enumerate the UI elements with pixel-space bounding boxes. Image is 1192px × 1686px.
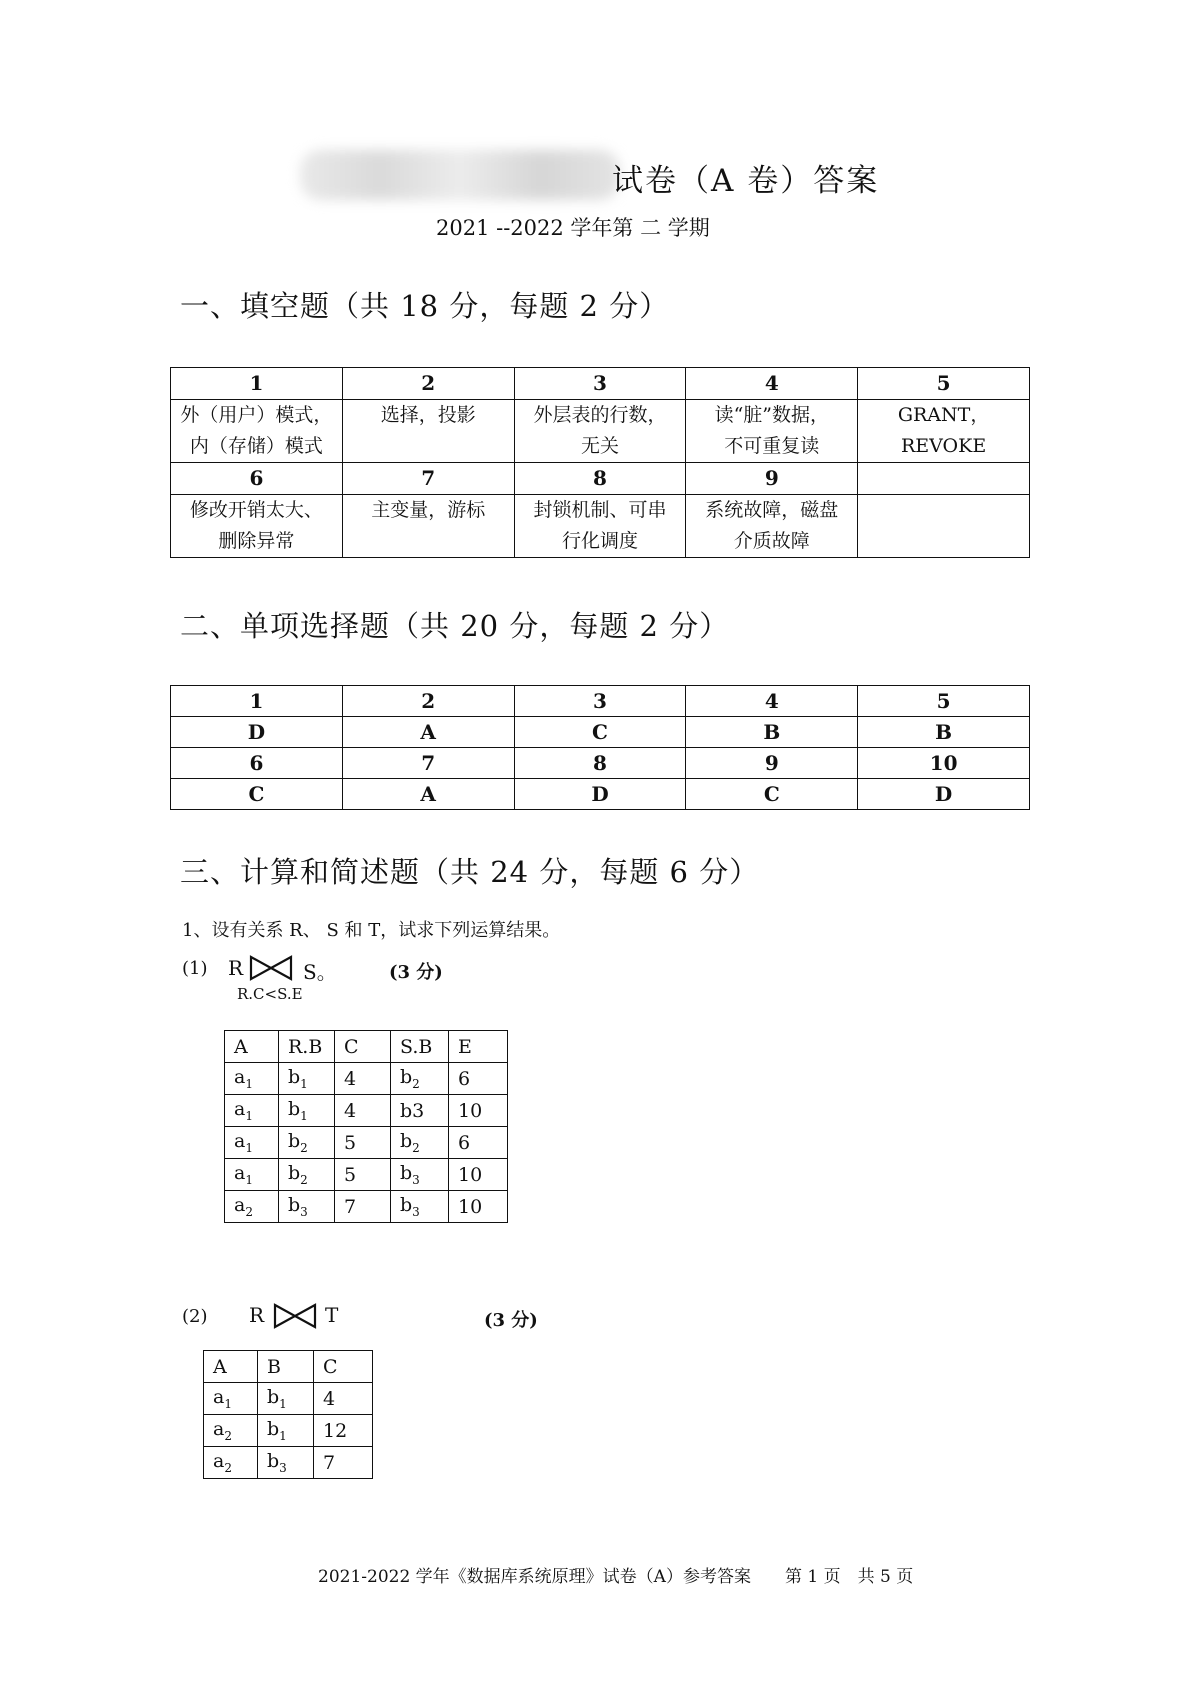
table-row bbox=[171, 495, 1030, 558]
answer-cell: C bbox=[171, 779, 343, 810]
table-row bbox=[171, 368, 1030, 400]
table-cell: $b_2$ bbox=[391, 1063, 449, 1095]
table-cell: 12 bbox=[314, 1415, 373, 1447]
answer-line bbox=[862, 495, 1025, 526]
subscript: 1 bbox=[224, 1396, 232, 1411]
table-cell: $a_1$ bbox=[225, 1159, 279, 1191]
question-1-intro: 1、设有关系 R、 S 和 T，试求下列运算结果。 bbox=[182, 920, 561, 941]
table-cell: $a_1$ bbox=[204, 1383, 258, 1415]
table-cell: $b_1$ bbox=[279, 1063, 335, 1095]
part-2-points: (3 分) bbox=[484, 1310, 538, 1331]
answer-line bbox=[347, 526, 510, 557]
answer-cell: D bbox=[858, 779, 1030, 810]
table-cell: $b_3$ bbox=[258, 1447, 314, 1479]
table-cell: $b_1$ bbox=[258, 1383, 314, 1415]
part-2-right-relation: T bbox=[325, 1303, 339, 1327]
table-cell: 10 bbox=[449, 1191, 508, 1223]
page-title: 试卷（A 卷）答案 bbox=[612, 163, 880, 199]
table-cell: $a_2$ bbox=[204, 1447, 258, 1479]
table-cell: $a_1$ bbox=[225, 1127, 279, 1159]
result-table-2 bbox=[203, 1350, 373, 1479]
question-number-cell: 6 bbox=[171, 748, 343, 779]
part-1-label: (1) bbox=[182, 958, 208, 979]
table-cell: $a_2$ bbox=[225, 1191, 279, 1223]
table-row bbox=[204, 1447, 373, 1479]
natural-join-icon bbox=[273, 1303, 317, 1329]
table-row bbox=[171, 400, 1030, 463]
answer-cell: D bbox=[171, 717, 343, 748]
answer-cell: A bbox=[342, 717, 514, 748]
subscript: 3 bbox=[300, 1204, 308, 1219]
question-number-cell: 8 bbox=[514, 748, 686, 779]
table-cell: $b_2$ bbox=[279, 1159, 335, 1191]
answer-cell bbox=[858, 400, 1030, 463]
answer-line: 不可重复读 bbox=[724, 435, 820, 457]
subscript: 2 bbox=[412, 1076, 420, 1091]
question-number-cell: 7 bbox=[342, 748, 514, 779]
table-cell: 4 bbox=[335, 1063, 391, 1095]
table-row bbox=[171, 748, 1030, 779]
table-cell: 10 bbox=[449, 1159, 508, 1191]
section-1-heading: 一、填空题（共 18 分，每题 2 分） bbox=[180, 289, 670, 323]
answer-cell: A bbox=[342, 779, 514, 810]
subscript: 2 bbox=[300, 1140, 308, 1155]
subscript: 3 bbox=[279, 1460, 287, 1475]
answer-cell bbox=[342, 495, 514, 558]
table-cell: 5 bbox=[335, 1127, 391, 1159]
answer-line: GRANT， bbox=[897, 404, 990, 426]
redacted-title-blur bbox=[300, 150, 620, 200]
question-number-cell: 1 bbox=[171, 686, 343, 717]
table-cell: $b_1$ bbox=[279, 1095, 335, 1127]
answer-line: 介质故障 bbox=[733, 530, 810, 552]
question-number-cell: 9 bbox=[686, 748, 858, 779]
term-line: 2021 --2022 学年第 二 学期 bbox=[436, 216, 710, 240]
answer-cell bbox=[171, 400, 343, 463]
question-number-cell: 7 bbox=[342, 463, 514, 495]
question-number-cell: 10 bbox=[858, 748, 1030, 779]
natural-join-icon bbox=[249, 955, 293, 981]
subscript: 3 bbox=[412, 1172, 420, 1187]
answer-cell: D bbox=[514, 779, 686, 810]
answer-cell bbox=[514, 400, 686, 463]
column-header: C bbox=[314, 1351, 373, 1383]
table-cell: $a_2$ bbox=[204, 1415, 258, 1447]
table-row bbox=[225, 1159, 508, 1191]
answer-line: 主变量，游标 bbox=[371, 499, 486, 521]
table-header-row bbox=[225, 1031, 508, 1063]
table-cell: 4 bbox=[335, 1095, 391, 1127]
subscript: 2 bbox=[224, 1460, 232, 1475]
answer-line: 删除异常 bbox=[218, 530, 295, 552]
subscript: 2 bbox=[412, 1140, 420, 1155]
table-cell: 10 bbox=[449, 1095, 508, 1127]
subscript: 1 bbox=[245, 1172, 253, 1187]
subscript: 1 bbox=[300, 1108, 308, 1123]
question-number-cell: 5 bbox=[858, 368, 1030, 400]
table-cell: 6 bbox=[449, 1063, 508, 1095]
table-cell: b3 bbox=[391, 1095, 449, 1127]
question-number-cell: 5 bbox=[858, 686, 1030, 717]
section-2-heading: 二、单项选择题（共 20 分，每题 2 分） bbox=[180, 609, 730, 643]
table-row bbox=[171, 779, 1030, 810]
table-cell: 5 bbox=[335, 1159, 391, 1191]
answer-line: 选择，投影 bbox=[380, 404, 476, 426]
answer-line: 封锁机制、可串 bbox=[533, 499, 667, 521]
answer-line bbox=[347, 431, 510, 462]
table-cell: 7 bbox=[335, 1191, 391, 1223]
part-1-left-relation: R bbox=[228, 956, 244, 980]
subscript: 1 bbox=[245, 1076, 253, 1091]
column-header: B bbox=[258, 1351, 314, 1383]
table-row bbox=[225, 1191, 508, 1223]
page-footer: 2021-2022 学年《数据库系统原理》试卷（A）参考答案 第 1 页 共 5 页 bbox=[318, 1567, 914, 1587]
fill-in-answer-table bbox=[170, 367, 1030, 558]
question-number-cell bbox=[858, 463, 1030, 495]
answer-cell bbox=[686, 495, 858, 558]
join-condition: R.C<S.E bbox=[237, 985, 303, 1003]
table-cell: $b_2$ bbox=[279, 1127, 335, 1159]
part-2-left-relation: R bbox=[249, 1303, 265, 1327]
table-row bbox=[204, 1383, 373, 1415]
table-cell: $a_1$ bbox=[225, 1063, 279, 1095]
question-number-cell: 9 bbox=[686, 463, 858, 495]
answer-line: 外层表的行数， bbox=[533, 404, 667, 426]
answer-line: 无关 bbox=[580, 435, 619, 457]
result-table-1 bbox=[224, 1030, 508, 1223]
table-row bbox=[225, 1095, 508, 1127]
table-cell: $a_1$ bbox=[225, 1095, 279, 1127]
answer-line: 内（存储）模式 bbox=[189, 435, 323, 457]
subscript: 1 bbox=[279, 1428, 287, 1443]
table-cell: 7 bbox=[314, 1447, 373, 1479]
question-number-cell: 8 bbox=[514, 463, 686, 495]
part-1-points: (3 分) bbox=[389, 962, 443, 983]
table-header-row bbox=[204, 1351, 373, 1383]
table-row bbox=[171, 463, 1030, 495]
answer-cell bbox=[858, 495, 1030, 558]
table-cell: $b_3$ bbox=[391, 1159, 449, 1191]
answer-cell bbox=[342, 400, 514, 463]
column-header: E bbox=[449, 1031, 508, 1063]
column-header: C bbox=[335, 1031, 391, 1063]
table-cell: $b_1$ bbox=[258, 1415, 314, 1447]
answer-cell bbox=[514, 495, 686, 558]
column-header: A bbox=[225, 1031, 279, 1063]
subscript: 2 bbox=[300, 1172, 308, 1187]
table-cell: 4 bbox=[314, 1383, 373, 1415]
answer-cell: B bbox=[686, 717, 858, 748]
part-2-label: (2) bbox=[182, 1306, 208, 1327]
column-header: S.B bbox=[391, 1031, 449, 1063]
answer-line: 系统故障，磁盘 bbox=[705, 499, 839, 521]
table-row bbox=[204, 1415, 373, 1447]
table-cell: $b_2$ bbox=[391, 1127, 449, 1159]
answer-cell bbox=[171, 495, 343, 558]
question-number-cell: 4 bbox=[686, 368, 858, 400]
answer-line: 读“脏”数据， bbox=[714, 404, 829, 426]
table-cell: 6 bbox=[449, 1127, 508, 1159]
subscript: 3 bbox=[412, 1204, 420, 1219]
question-number-cell: 2 bbox=[342, 686, 514, 717]
answer-cell: B bbox=[858, 717, 1030, 748]
answer-line: 外（用户）模式， bbox=[180, 404, 333, 426]
question-number-cell: 6 bbox=[171, 463, 343, 495]
table-cell: $b_3$ bbox=[279, 1191, 335, 1223]
section-3-heading: 三、计算和简述题（共 24 分，每题 6 分） bbox=[180, 855, 760, 889]
question-number-cell: 1 bbox=[171, 368, 343, 400]
answer-line: 行化调度 bbox=[561, 530, 638, 552]
question-number-cell: 2 bbox=[342, 368, 514, 400]
question-number-cell: 4 bbox=[686, 686, 858, 717]
subscript: 2 bbox=[245, 1204, 253, 1219]
answer-cell: C bbox=[514, 717, 686, 748]
subscript: 1 bbox=[279, 1396, 287, 1411]
answer-cell: C bbox=[686, 779, 858, 810]
answer-line: 修改开销太大、 bbox=[189, 499, 323, 521]
subscript: 1 bbox=[245, 1108, 253, 1123]
answer-line: REVOKE bbox=[900, 435, 987, 457]
answer-cell bbox=[686, 400, 858, 463]
part-1-right-relation: S。 bbox=[303, 960, 337, 984]
table-row bbox=[171, 686, 1030, 717]
answer-line bbox=[862, 526, 1025, 557]
table-row bbox=[225, 1127, 508, 1159]
subscript: 2 bbox=[224, 1428, 232, 1443]
question-number-cell: 3 bbox=[514, 686, 686, 717]
table-cell: $b_3$ bbox=[391, 1191, 449, 1223]
table-row bbox=[225, 1063, 508, 1095]
column-header: R.B bbox=[279, 1031, 335, 1063]
choice-answer-table bbox=[170, 685, 1030, 810]
question-number-cell: 3 bbox=[514, 368, 686, 400]
subscript: 1 bbox=[300, 1076, 308, 1091]
column-header: A bbox=[204, 1351, 258, 1383]
table-row bbox=[171, 717, 1030, 748]
subscript: 1 bbox=[245, 1140, 253, 1155]
